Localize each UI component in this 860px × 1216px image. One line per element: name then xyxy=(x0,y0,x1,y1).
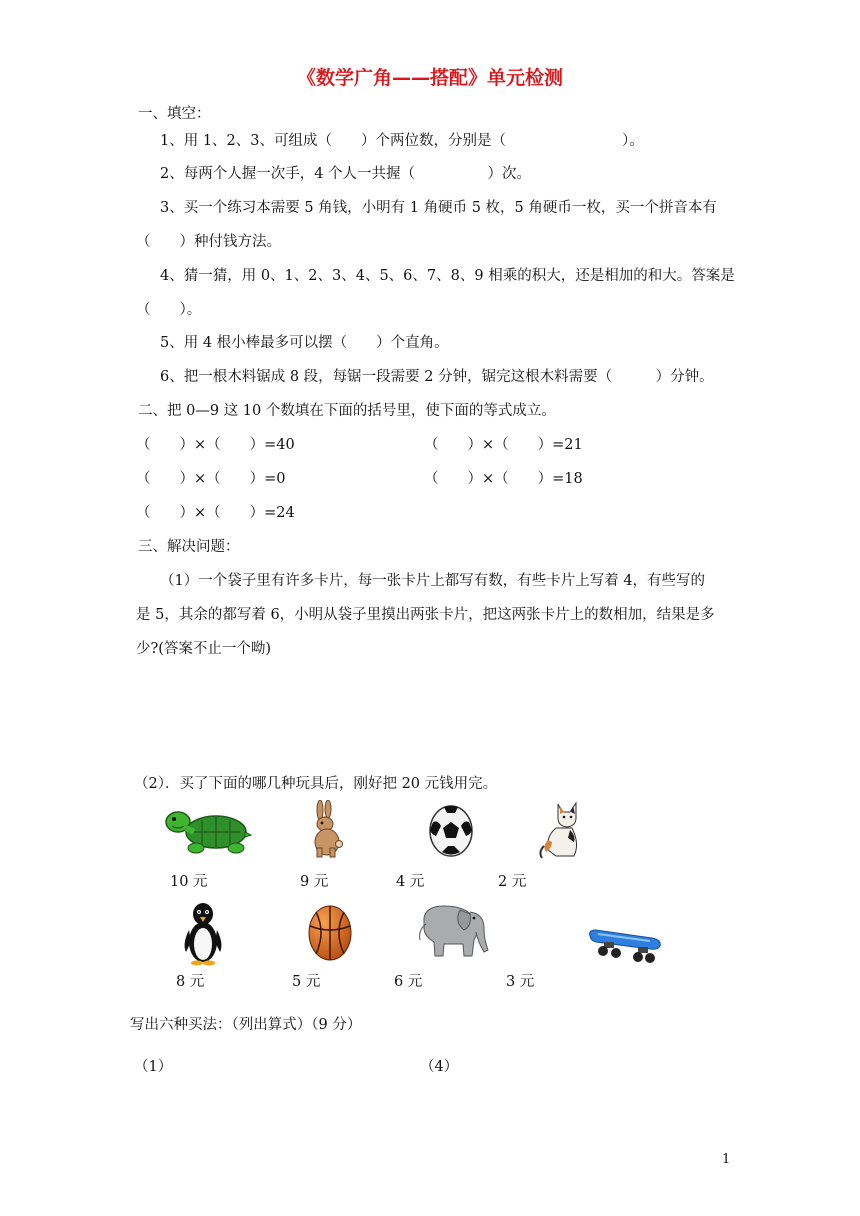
problem-1-line1: （1）一个袋子里有许多卡片，每一张卡片上都写有数，有些卡片上写着 4，有些写的 xyxy=(160,573,706,589)
toy-price: 6 元 xyxy=(394,974,423,990)
page-title: 《数学广角——搭配》单元检测 xyxy=(296,67,563,89)
elephant-icon xyxy=(414,900,490,960)
soccer-ball-icon xyxy=(428,804,474,858)
skateboard-icon xyxy=(586,922,664,966)
equation-left-3: （ ）×（ ）=24 xyxy=(136,505,295,521)
problem-1-line3: 少?(答案不止一个呦) xyxy=(136,641,272,657)
section2-heading: 二、把 0—9 这 10 个数填在下面的括号里，使下面的等式成立。 xyxy=(138,403,556,419)
question-6: 6、把一根木料锯成 8 段，每锯一段需要 2 分钟，锯完这根木料需要（ ）分钟。 xyxy=(160,369,714,385)
penguin-icon xyxy=(182,902,224,966)
basketball-icon xyxy=(306,904,354,962)
turtle-icon xyxy=(158,806,252,856)
question-3-line1: 3、买一个练习本需要 5 角钱，小明有 1 角硬币 5 枚，5 角硬币一枚，买一个拼音本有 xyxy=(160,200,717,216)
question-2: 2、每两个人握一次手，4 个人一共握（ ）次。 xyxy=(160,166,532,182)
question-5: 5、用 4 根小棒最多可以摆（ ）个直角。 xyxy=(160,335,449,351)
problem-1-line2: 是 5，其余的都写着 6，小明从袋子里摸出两张卡片，把这两张卡片上的数相加，结果是多 xyxy=(136,607,715,623)
rabbit-icon xyxy=(308,800,344,858)
toy-price: 5 元 xyxy=(292,974,321,990)
cat-icon xyxy=(538,800,586,860)
toy-price: 2 元 xyxy=(498,874,527,890)
equation-right-2: （ ）×（ ）=18 xyxy=(424,471,583,487)
section3-heading: 三、解决问题： xyxy=(138,539,240,555)
instruction: 写出六种买法：（列出算式）（9 分） xyxy=(130,1017,362,1033)
toy-price: 8 元 xyxy=(176,974,205,990)
question-4-line2: （ ）。 xyxy=(136,302,202,318)
section1-heading: 一、填空： xyxy=(138,106,211,122)
toy-price: 3 元 xyxy=(506,974,535,990)
equation-left-1: （ ）×（ ）=40 xyxy=(136,437,295,453)
problem-2: （2）．买了下面的哪几种玩具后，刚好把 20 元钱用完。 xyxy=(134,776,498,792)
page-number: 1 xyxy=(722,1152,731,1167)
question-3-line2: （ ）种付钱方法。 xyxy=(136,234,281,250)
question-1: 1、用 1、2、3、可组成（ ）个两位数，分别是（ ）。 xyxy=(160,133,644,149)
equation-right-1: （ ）×（ ）=21 xyxy=(424,437,583,453)
answer-label-4: （4） xyxy=(420,1059,459,1075)
equation-left-2: （ ）×（ ）=0 xyxy=(136,471,286,487)
toy-price: 9 元 xyxy=(300,874,329,890)
answer-label-1: （1） xyxy=(134,1059,173,1075)
question-4-line1: 4、猜一猜，用 0、1、2、3、4、5、6、7、8、9 相乘的积大，还是相加的和大。答案是 xyxy=(160,268,735,284)
toy-price: 4 元 xyxy=(396,874,425,890)
toy-price: 10 元 xyxy=(170,874,208,890)
